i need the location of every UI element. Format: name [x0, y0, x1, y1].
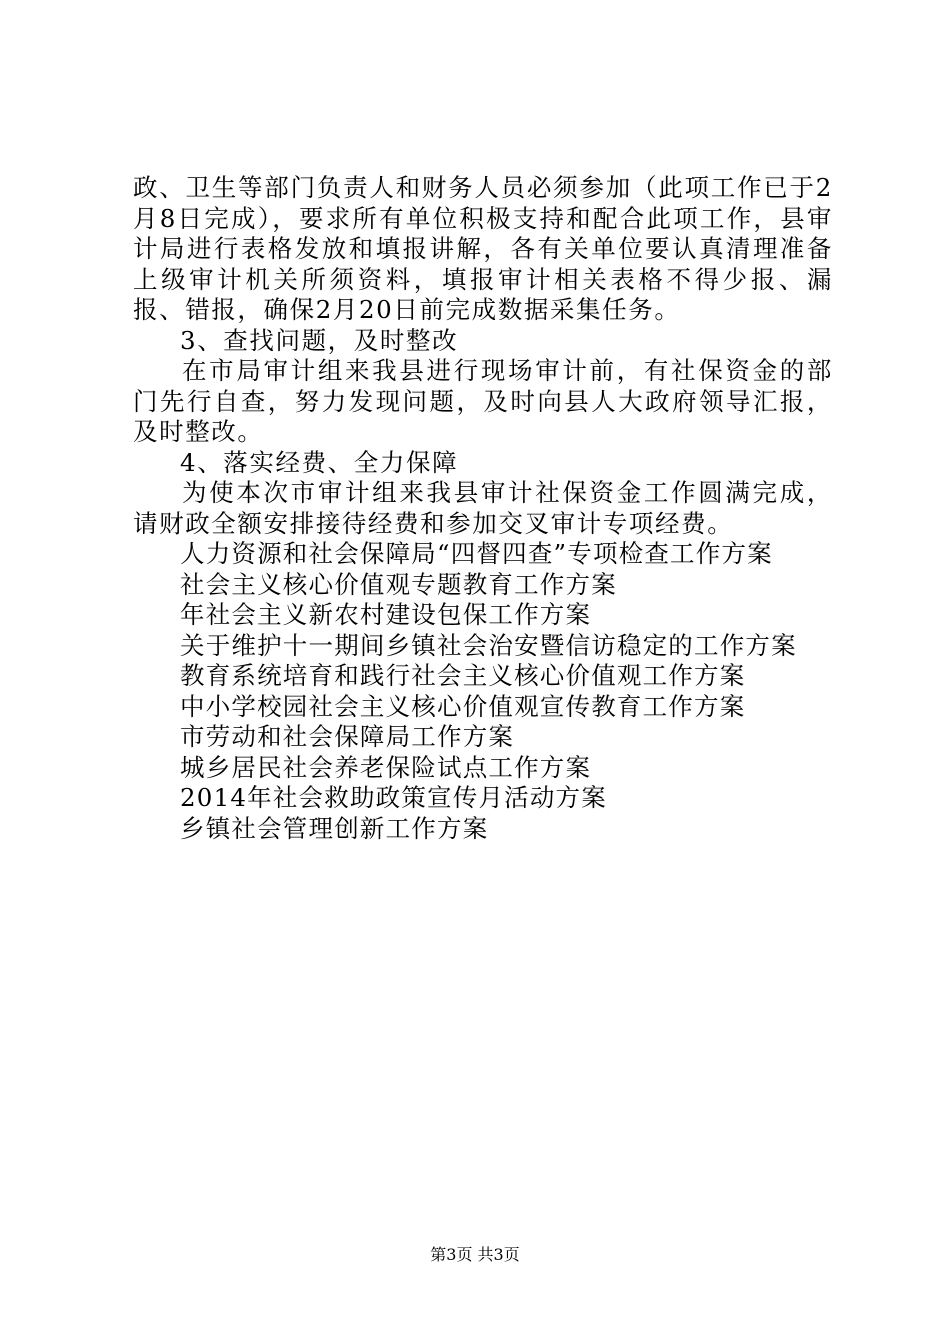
- related-plan-item[interactable]: 人力资源和社会保障局“四督四查”专项检查工作方案: [180, 539, 773, 568]
- related-plan-item[interactable]: 年社会主义新农村建设包保工作方案: [180, 600, 592, 629]
- related-plan-item[interactable]: 市劳动和社会保障局工作方案: [180, 722, 515, 751]
- section-heading-funding: 4、落实经费、全力保障: [180, 447, 459, 477]
- paragraph-self-inspection: 在市局审计组来我县进行现场审计前，有社保资金的部门先行自查，努力发现问题，及时向县人大政府领导汇报，及时整改。: [133, 356, 833, 446]
- page-footer: [0, 1245, 950, 1265]
- related-plan-item[interactable]: 中小学校园社会主义核心价值观宣传教育工作方案: [180, 691, 746, 721]
- section-heading-find-problems: 3、查找问题，及时整改: [180, 325, 459, 355]
- paragraph-funding: 为使本次市审计组来我县审计社保资金工作圆满完成，请财政全额安排接待经费和参加交叉审计专项经费。: [133, 478, 833, 538]
- related-plan-item[interactable]: 城乡居民社会养老保险试点工作方案: [180, 752, 592, 782]
- document-body: [133, 173, 833, 844]
- related-plan-item[interactable]: 关于维护十一期间乡镇社会治安暨信访稳定的工作方案: [180, 630, 797, 660]
- related-plans-list: [133, 539, 833, 844]
- page-number-label: 第3页 共3页: [430, 1245, 520, 1264]
- related-plan-item[interactable]: 社会主义核心价值观专题教育工作方案: [180, 569, 617, 599]
- related-plan-item[interactable]: 乡镇社会管理创新工作方案: [180, 813, 489, 843]
- paragraph-data-collection: 政、卫生等部门负责人和财务人员必须参加（此项工作已于2月8日完成），要求所有单位积极支持和配合此项工作，县审计局进行表格发放和填报讲解，各有关单位要认真清理准备上级审计机关所须资料，填报审计相关表格不得少报、漏报、错报，确保2月20日前完成数据采集任务。: [133, 173, 833, 324]
- related-plan-item[interactable]: 教育系统培育和践行社会主义核心价值观工作方案: [180, 661, 746, 690]
- related-plan-item[interactable]: 2014年社会救助政策宣传月活动方案: [180, 783, 607, 812]
